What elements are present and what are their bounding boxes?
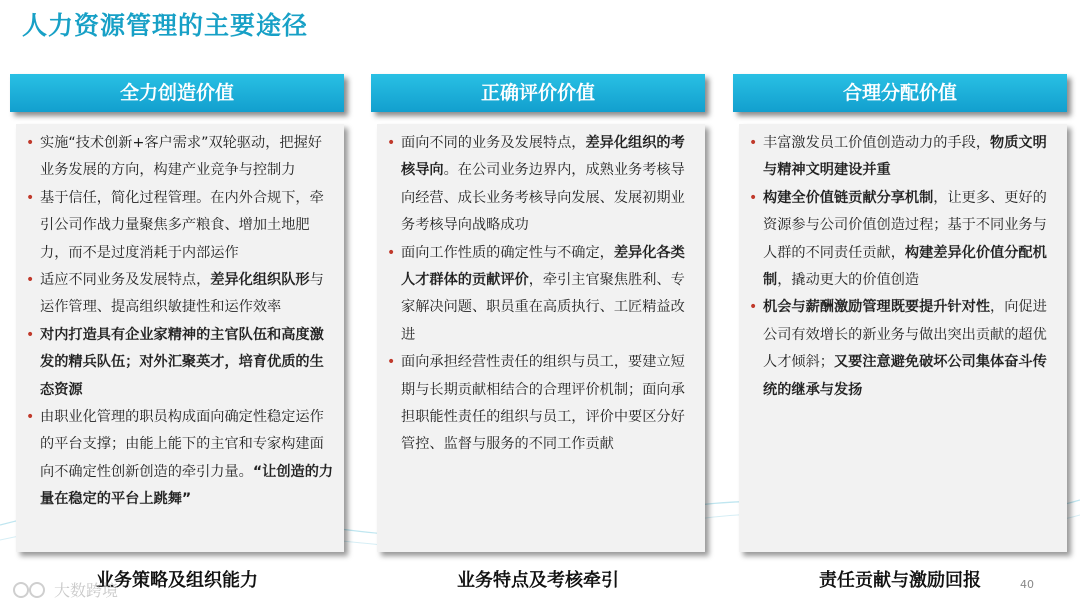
- list-item-text: “让创造的力量在稳定的平台上跳舞”: [40, 463, 334, 508]
- list-item-text: 构建差异化价值分配机制: [763, 244, 1047, 289]
- list-item-text: ，撬动更大的价值创造: [777, 272, 920, 289]
- column-footer: 业务策略及组织能力: [96, 570, 258, 591]
- watermark: [12, 578, 118, 601]
- column-header: 全力创造价值: [10, 74, 344, 112]
- list-item-text: 差异化组织的考核导向: [401, 135, 685, 179]
- list-item-text: 面向承担经营性责任的组织与员工，要建立短期与长期贡献相结合的合理评价机制；面向承担职能性责任的组织与员工，评价中要区分好管控、监督与服务的不同工作贡献: [401, 354, 685, 453]
- list-item: [749, 185, 1059, 295]
- list-item-text: ，牵引主官聚焦胜利、专家解决问题、职员重在高质执行、工匠精益改进: [401, 272, 685, 343]
- list-item-text: 与运作管理、提高组织敏捷性和运作效率: [40, 272, 324, 316]
- list-item-text: 构建全价值链贡献分享机制: [763, 189, 934, 206]
- list-item-text: ，让更多、更好的资源参与公司价值创造过程；基于不同业务与人群的不同责任贡献，: [763, 189, 1047, 261]
- list-item-text: 丰富激发员工价值创造动力的手段，: [763, 135, 991, 151]
- list-item-text: 机会与薪酬激励管理既要提升针对性: [763, 299, 991, 316]
- list-item: [26, 322, 336, 404]
- bullet-list: [387, 130, 697, 459]
- column-body: [377, 124, 705, 552]
- list-item-text: 适应不同业务及发展特点，: [40, 272, 211, 289]
- column-footer: 业务特点及考核牵引: [457, 570, 619, 591]
- column-body: [739, 124, 1067, 552]
- watermark-logo-icon: [12, 581, 50, 599]
- list-item-text: 物质文明与精神文明建设并重: [763, 135, 1047, 179]
- list-item: [26, 130, 336, 185]
- list-item: [26, 267, 336, 322]
- list-item-text: 面向不同的业务及发展特点，: [401, 135, 586, 151]
- list-item: [387, 240, 697, 350]
- list-item-text: 对内打造具有企业家精神的主官队伍和高度激发的精兵队伍；对外汇聚英才，培育优质的生态资源: [40, 326, 324, 398]
- column-body: [16, 124, 344, 552]
- list-item-text: 实施“技术创新+客户需求”双轮驱动，把握好业务发展的方向，构建产业竞争与控制力: [40, 135, 322, 179]
- list-item-text: 差异化各类人才群体的贡献评价: [401, 244, 685, 289]
- list-item: [387, 130, 697, 240]
- bullet-list: [26, 130, 336, 514]
- slide-title: 人力资源管理的主要途径: [22, 11, 309, 40]
- list-item-text: 基于信任，简化过程管理。: [40, 189, 211, 206]
- column-header: 合理分配价值: [733, 74, 1067, 112]
- column-footer: 责任贡献与激励回报: [819, 570, 981, 591]
- list-item-text: 。在公司业务边界内，成熟业务考核导向经营、成长业务考核导向发展、发展初期业务考核导向战略成功: [401, 162, 685, 234]
- list-item-text: 差异化组织队形: [210, 272, 310, 289]
- list-item-text: ，向促进公司有效增长的新业务与做出突出贡献的超优人才倾斜；: [763, 299, 1047, 371]
- list-item-text: 由职业化管理的职员构成面向确定性稳定运作的平台支撑；由能上能下的主官和专家构建面向不确定性创新创造的牵引力量。: [40, 409, 324, 480]
- list-item: [749, 130, 1059, 185]
- list-item: [26, 404, 336, 514]
- column-header: 正确评价价值: [371, 74, 705, 112]
- bullet-list: [749, 130, 1059, 404]
- column-evaluate-value: [371, 74, 705, 591]
- list-item: [26, 185, 336, 267]
- list-item: [387, 349, 697, 459]
- page-number: 40: [1020, 578, 1034, 591]
- list-item-text: 在内外合规下，牵引公司作战力量聚焦多产粮食、增加土地肥力，而不是过度消耗于内部运作: [40, 189, 324, 261]
- list-item-text: 面向工作性质的确定性与不确定，: [401, 244, 614, 261]
- list-item-text: 又要注意避免破坏公司集体奋斗传统的继承与发扬: [763, 354, 1047, 398]
- list-item: [749, 294, 1059, 404]
- watermark-text: 大数跨境: [54, 581, 119, 600]
